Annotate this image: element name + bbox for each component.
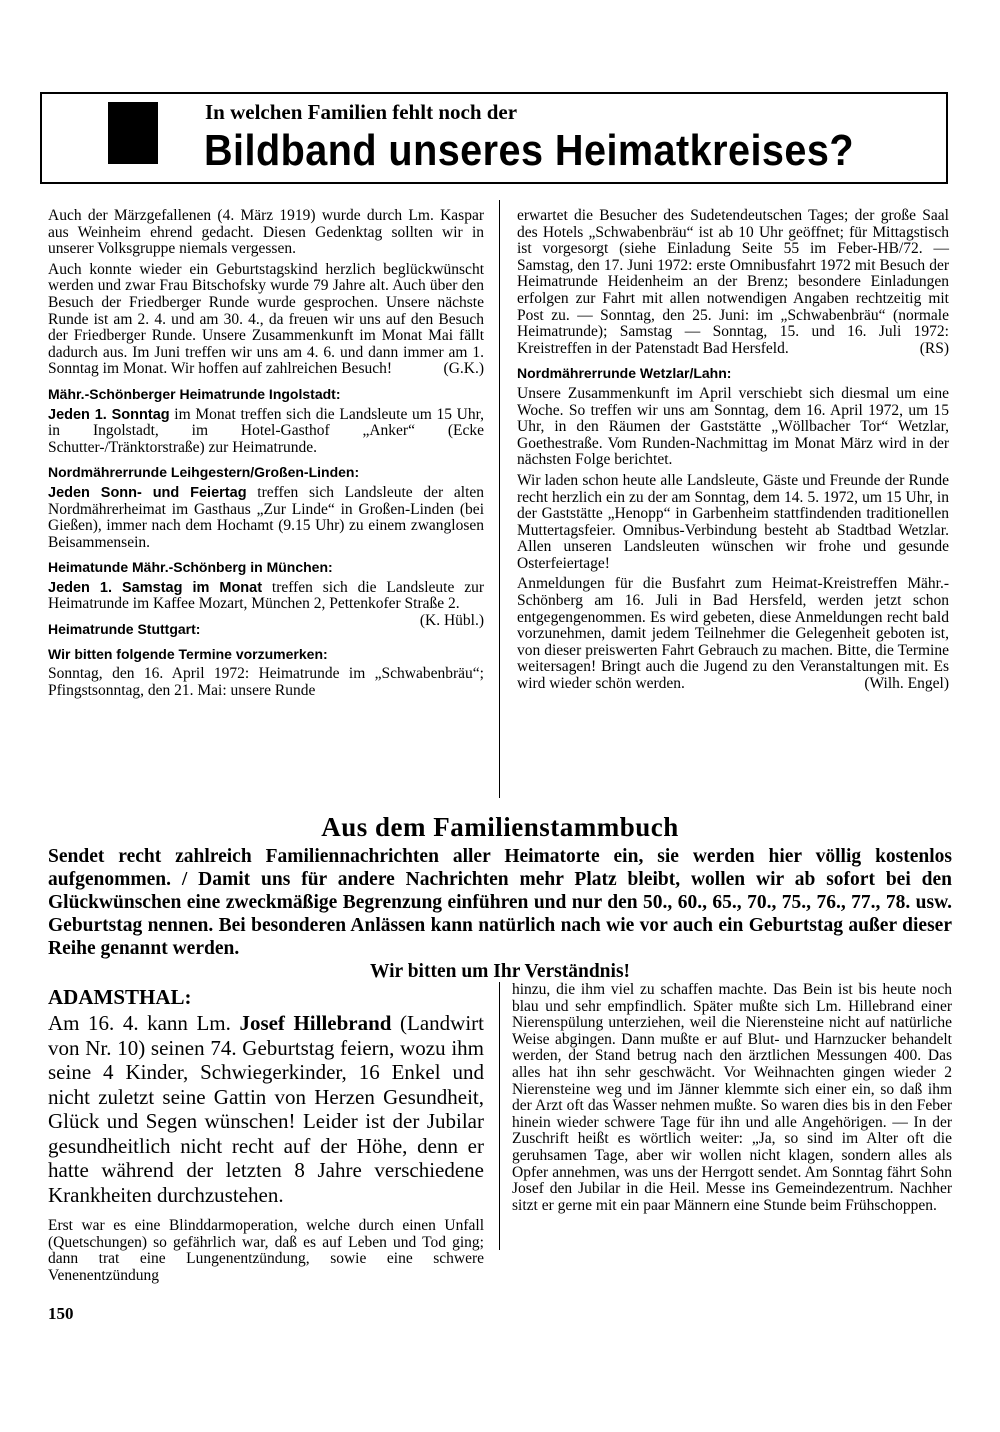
column-divider (499, 200, 500, 798)
paragraph: Unsere Zusammenkunft im April verschiebt sich diesmal um eine Woche. So treffen wir uns am Sonntag, dem 16. April 1972, um 15 Uhr, in den Räumen der Gaststätte „Wöllbacher Tor“ Wetzlar, Goethestraße. Vom Runden-Nachmittag im Monat März wird in der nächsten Folge berichtet. (517, 384, 949, 469)
left-column (48, 208, 484, 703)
subheading: Nordmährerrunde Leihgestern/Großen-Linden: (48, 464, 360, 481)
signature: (RS) (919, 339, 949, 357)
paragraph: Sonntag, den 16. April 1972: Heimatrunde im „Schwabenbräu“; Pfingstsonntag, den 21. Mai: unsere Runde (48, 665, 484, 699)
birthday-notice: Am 16. 4. kann Lm. Josef Hillebrand (Landwirt von Nr. 10) seinen 74. Geburtstag feiern, wozu ihm seine 4 Kinder, Schwiegerkinder, 16 Enkel und nicht zuletzt seine Gattin von Herzen Gesundheit, Glück und Segen wünschen! Leider ist der Jubilar gesundheitlich nicht recht auf der Höhe, denn er hatte während der letzten 8 Jahre verschiedene Krankheiten durchzustehen. (48, 1011, 485, 1207)
paragraph: Auch der Märzgefallenen (4. März 1919) wurde durch Lm. Kaspar aus Weinheim ehrend gedacht. Diesen Gedenktag sollten wir in unserer Volksgruppe niemals vergessen. (48, 207, 484, 258)
right-column (517, 208, 949, 697)
paragraph: Anmeldungen für die Busfahrt zum Heimat-Kreistreffen Mähr.-Schönberg am 16. Juli in Bad Hersfeld, werden jetzt schon entgegengenommen. Es wird gebeten, diese Anmeldungen recht bald vorzunehmen, damit jedem Teilnehmer die Gelegenheit geboten ist, von dieser preiswerten Fahrt Gebrauch zu machen. Bitte, die Termine weitersagen! Bringt auch die Jugend zu den Veranstaltungen mit. Es wird wieder schön werden. (Wilh. Engel) (517, 575, 949, 693)
page-number: 150 (48, 1304, 74, 1323)
subheading: Wir bitten folgende Termine vorzumerken: (48, 645, 328, 662)
signature: (G.K.) (443, 360, 484, 378)
subheading: Mähr.-Schönberger Heimatrunde Ingolstadt: (48, 385, 341, 402)
header-frame-left-edge (40, 92, 42, 184)
signature: (K. Hübl.) (419, 612, 484, 630)
headline: Bildband unseres Heimatkreises? (204, 126, 854, 175)
paragraph: Wir laden schon heute alle Landsleute, Gäste und Freunde der Runde recht herzlich ein zu der am Sonntag, dem 14. 5. 1972, um 15 Uhr, in der Gaststätte „Henopp“ in Garbenheim stattfindenden traditionellen Muttertagsfeier. Omnibus-Verbindung besteht ab Stadtbad Wetzlar. Allen unseren Landsleuten wünschen wir frohe und gesunde Osterfeiertage! (517, 471, 949, 572)
paragraph: Auch konnte wieder ein Geburtstagskind herzlich beglückwünscht werden und zwar Frau Bitschofsky wurde 79 Jahre alt. Auch über den Besuch der Friedberger Runde wurde gesprochen. Unsere nächste Runde ist am 2. 4. und am 30. 4., da freuen wir uns auf den Besuch der Friedberger Runde. Unsere Zusammenkunft im Monat Mai fällt dadurch aus. Im Juni treffen wir uns am 4. 6. und dann immer am 1. Sonntag im Monat. Wir hoffen auf zahlreichen Besuch! (G.K.) (48, 260, 484, 378)
subheading: Nordmährerrunde Wetzlar/Lahn: (517, 365, 732, 382)
section-title: Aus dem Familienstammbuch (321, 812, 679, 842)
subheading: Heimatrunde Stuttgart: (48, 621, 201, 638)
section-intro: Sendet recht zahlreich Familiennachrichten aller Heimatorte ein, sie werden hier völlig kostenlos aufgenommen. / Damit uns für andere Nachrichten mehr Platz bleibt, wollen wir ab sofort bei den Glückwünschen eine zweckmäßige Begrenzung einführen und nur den 50., 60., 65., 70., 75., 76., 77., 78. usw. Geburtstag nennen. Bei besonderen Anlässen kann natürlich nach wie vor auch ein Geburtstag außer dieser Reihe genannt werden. Wir bitten um Ihr Verständnis! (48, 846, 952, 982)
paragraph: Jeden Sonn- und Feiertag treffen sich Landsleute der alten Nordmährerheimat im Gasthaus „Zur Linde“ in Großen-Linden (bei Gießen), immer nach dem Hochamt (9.15 Uhr) zu einem zwanglosen Beisammensein. (48, 483, 485, 551)
birthday-notice-right: hinzu, die ihm viel zu schaffen machte. Das Bein ist bis heute noch blau und sehr empfindlich. Später mußte sich Lm. Hillebrand einer Nierenspülung unterziehen, weil die Nierensteine nicht auf natürliche Weise abgingen. Dann mußte er auf Blut- und Harnzucker behandelt werden, der Stand betrug nach den ärztlichen Messungen 400. Das alles hat ihn sehr geschwächt. Vor Weihnachten gingen wieder 2 Nierensteine weg und im Jänner klemmte sich einer ein, so daß ihm der Arzt oft das Wasser nehmen mußte. So waren dies bis in den Feber hinein wieder schwere Tage für ihn und alle Angehörigen. — In der Zuschrift heißt es wörtlich weiter: „Ja, so sind im Alter oft die geruhsamen Tage, aber wir wollen nicht klagen, sondern alles als Opfer annehmen, was uns der Herrgott sendet. Am Sonntag fährt Sohn Josef den Jubilar in die Heil. Messe ins Gemeindezentrum. Nachher sitzt er gerne mit ein paar Männern eine Stunde beim Frühschoppen. (512, 981, 952, 1214)
paragraph: erwartet die Besucher des Sudetendeutschen Tages; der große Saal des Hotels „Schwabenbräu“ ist ab 10 Uhr geöffnet; für Mittagstisch ist vorgesorgt (siehe Einladung Seite 55 im Feber-HB/72. — Samstag, den 17. Juni 1972: erste Omnibusfahrt 1972 mit Besuch der Heimatrunde Heidenheim an der Brenz; besondere Einladungen erfolgen zur Fahrt mit allen notwendigen Angaben rechtzeitig mit Post zu. — Sonntag, den 25. Juni: im „Schwabenbräu“ (normale Heimatrunde); Samstag — Sonntag, 15. und 16. Juli 1972: Kreistreffen in der Patenstadt Bad Hersfeld. (RS) (517, 207, 949, 357)
birthday-notice-continued: Erst war es eine Blinddarmoperation, welche durch einen Unfall (Quetschungen) so gefährlich war, daß es auf Leben und Tod ging; dann trat eine Lungenentzündung, sowie eine schwere Venenentzündung (48, 1217, 484, 1284)
paragraph: Jeden 1. Sonntag im Monat treffen sich die Landsleute um 15 Uhr, in Ingolstadt, im Hotel-Gasthof „Anker“ (Ecke Schutter-/Tränktorstraße) zur Heimatrunde. (48, 405, 484, 456)
place-heading: ADAMSTHAL: (48, 985, 192, 1009)
header-kicker: In welchen Familien fehlt noch der (205, 100, 518, 124)
signature: (Wilh. Engel) (864, 675, 949, 693)
subheading: Heimatunde Mähr.-Schönberg in München: (48, 559, 333, 576)
paragraph: Jeden 1. Samstag im Monat treffen sich die Landsleute zur Heimatrunde im Kaffee Mozart, München 2, Pettenkofer Straße 2. (K. Hübl.) (48, 578, 485, 630)
black-square-marker (108, 102, 158, 164)
column-divider (499, 982, 500, 1250)
